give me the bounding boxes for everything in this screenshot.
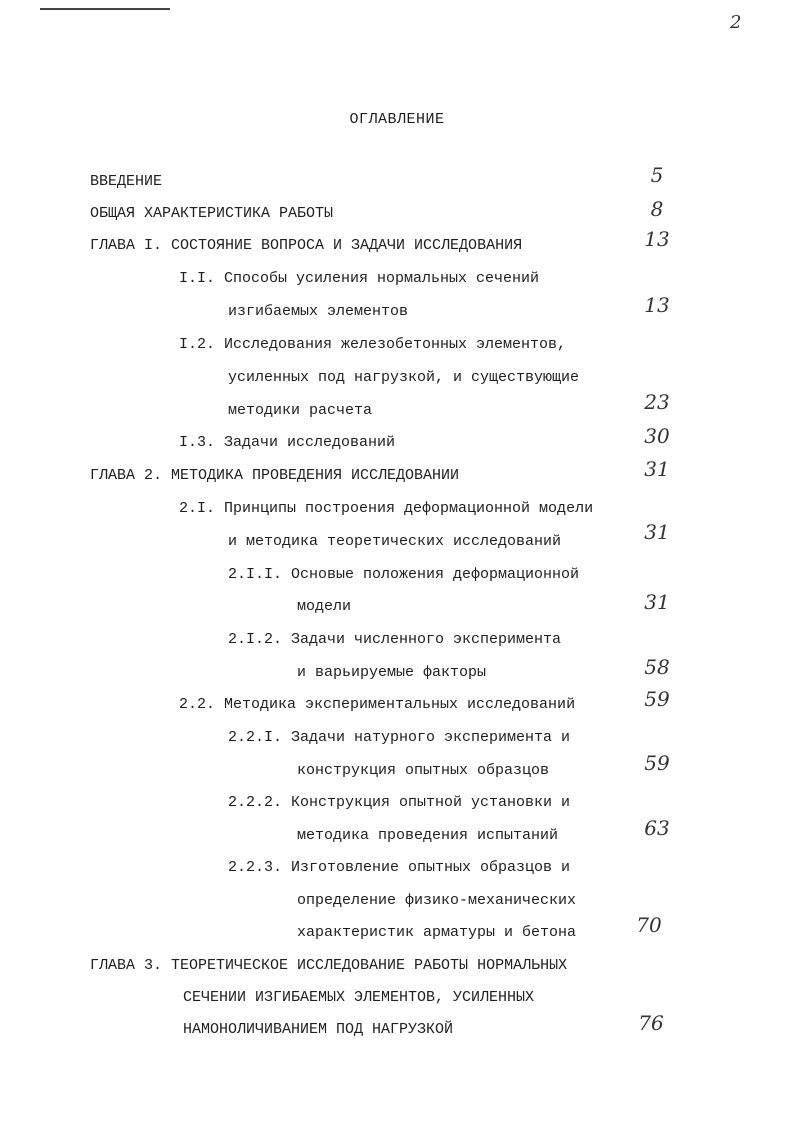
top-rule [40,8,170,10]
toc-entry-2-1-line2: и методика теоретических исследований [228,533,562,550]
page-number-2-1: 31 [644,520,670,544]
toc-entry-1-2-line3: методики расчета [228,402,373,419]
toc-entry-chapter-2: ГЛАВА 2. МЕТОДИКА ПРОВЕДЕНИЯ ИССЛЕДОВАНИИ [90,467,460,484]
page-number-2-2-2: 63 [644,816,670,840]
toc-entry-2-2-1-line1: 2.2.I. Задачи натурного эксперимента и [228,729,571,746]
toc-entry-2-2-2-line2: методика проведения испытаний [297,827,559,844]
toc-entry-2-1-line1: 2.I. Принципы построения деформационной модели [179,500,594,517]
page-number-2-1-2: 58 [644,655,670,679]
toc-entry-1-1-line1: I.I. Способы усиления нормальных сечений [179,270,540,287]
page-number-2-2-3: 70 [636,913,662,937]
page-number-1-3: 30 [644,424,670,448]
toc-entry-1-1-line2: изгибаемых элементов [228,303,409,320]
page-number-general: 8 [650,197,664,221]
toc-entry-2-2-3-line2: определение физико-механических [297,892,577,909]
toc-entry-1-2-line1: I.2. Исследования железобетонных элементов, [179,336,567,353]
page-number-2-1-1: 31 [644,590,670,614]
toc-entry-1-2-line2: усиленных под нагрузкой, и существующие [228,369,580,386]
toc-entry-chapter-3-line1: ГЛАВА 3. ТЕОРЕТИЧЕСКОЕ ИССЛЕДОВАНИЕ РАБОТЫ НОРМАЛЬНЫХ [90,957,568,974]
toc-entry-intro: ВВЕДЕНИЕ [90,173,163,190]
page-number-chapter-1: 13 [644,227,670,251]
page-number-1-2: 23 [644,390,670,414]
toc-entry-2-2-1-line2: конструкция опытных образцов [297,762,550,779]
page-number-2-2-1: 59 [644,751,670,775]
toc-entry-2-1-1-line2: модели [297,598,352,615]
toc-entry-2-1-1-line1: 2.I.I. Основые положения деформационной [228,566,580,583]
toc-entry-2-1-2-line2: и варьируемые факторы [297,664,487,681]
toc-entry-general: ОБЩАЯ ХАРАКТЕРИСТИКА РАБОТЫ [90,205,334,222]
toc-entry-2-2-3-line3: характеристик арматуры и бетона [297,924,577,941]
page-corner-mark: 2 [730,12,742,33]
toc-entry-chapter-3-line2: СЕЧЕНИИ ИЗГИБАЕМЫХ ЭЛЕМЕНТОВ, УСИЛЕННЫХ [183,989,535,1006]
toc-entry-2-2-3-line1: 2.2.3. Изготовление опытных образцов и [228,859,571,876]
page-number-chapter-3: 76 [638,1011,664,1035]
toc-entry-chapter-1: ГЛАВА I. СОСТОЯНИЕ ВОПРОСА И ЗАДАЧИ ИССЛЕДОВАНИЯ [90,237,523,254]
page-number-2-2: 59 [644,687,670,711]
page-title: ОГЛАВЛЕНИЕ [349,111,445,128]
page-number-1-1: 13 [644,293,670,317]
toc-entry-2-2: 2.2. Методика экспериментальных исследований [179,696,576,713]
page-number-intro: 5 [650,163,664,187]
toc-entry-2-1-2-line1: 2.I.2. Задачи численного эксперимента [228,631,562,648]
toc-entry-2-2-2-line1: 2.2.2. Конструкция опытной установки и [228,794,571,811]
toc-entry-1-3: I.3. Задачи исследований [179,434,396,451]
toc-entry-chapter-3-line3: НАМОНОЛИЧИВАНИЕМ ПОД НАГРУЗКОЙ [183,1021,454,1038]
page-number-chapter-2: 31 [644,457,670,481]
